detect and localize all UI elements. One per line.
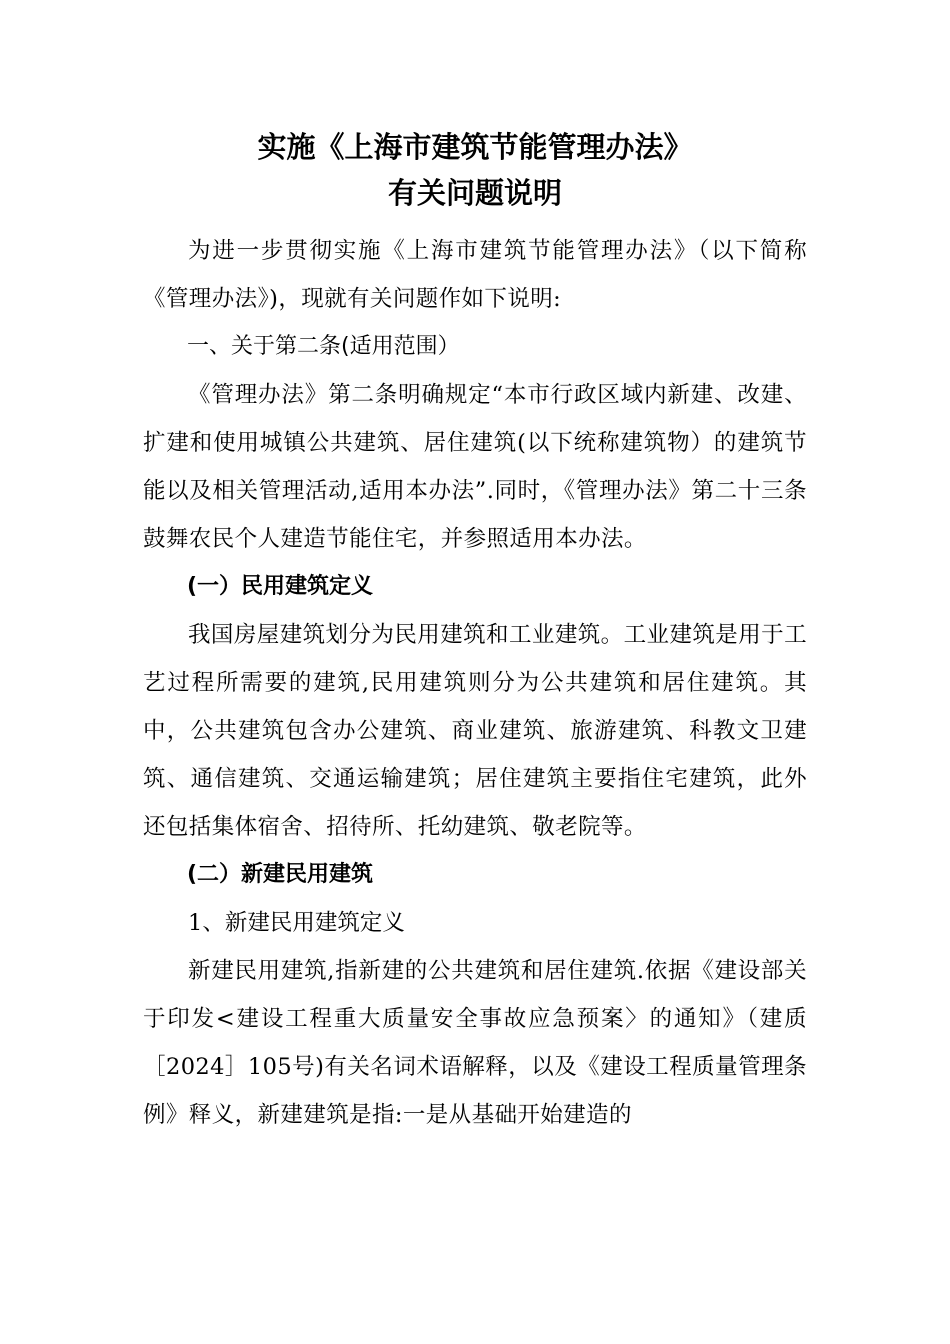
subsection-2-heading: (二）新建民用建筑 — [187, 862, 374, 887]
section-1-paragraph: 《管理办法》第二条明确规定“本市行政区域内新建、改建、扩建和使用城镇公共建筑、居住建筑(以下统称建筑物）的建筑节能以及相关管理活动,适用本办法”.同时，《管理办法》第二十三条鼓舞农民个人建造节能住宅，并参照适用本办法。 — [143, 382, 807, 552]
intro-paragraph: 为进一步贯彻实施《上海市建筑节能管理办法》（以下简称《管理办法》)，现就有关问题作如下说明: — [143, 238, 807, 312]
section-1-heading: 一、关于第二条(适用范围） — [187, 334, 460, 359]
document-title — [143, 124, 807, 216]
subsection-1-paragraph: 我国房屋建筑划分为民用建筑和工业建筑。工业建筑是用于工艺过程所需要的建筑,民用建筑则分为公共建筑和居住建筑。其中，公共建筑包含办公建筑、商业建筑、旅游建筑、科教文卫建筑、通信建筑、交通运输建筑；居住建筑主要指住宅建筑，此外还包括集体宿舍、招待所、托幼建筑、敬老院等。 — [143, 622, 807, 840]
document-page — [143, 124, 807, 1139]
subsection-2-paragraph: 新建民用建筑,指新建的公共建筑和居住建筑.依据《建设部关于印发<建设工程重大质量安全事故应急预案〉的通知》（建质［2024］105号)有关名词术语解释，以及《建设工程质量管理条例》释义，新建建筑是指:一是从基础开始建造的 — [143, 958, 807, 1128]
subsection-1-heading: (一）民用建筑定义 — [187, 574, 374, 599]
title-line-2: 有关问题说明 — [387, 176, 562, 210]
title-line-1: 实施《上海市建筑节能管理办法》 — [257, 130, 693, 164]
item-1-heading: 1、新建民用建筑定义 — [188, 910, 405, 936]
document-body — [143, 227, 807, 1139]
